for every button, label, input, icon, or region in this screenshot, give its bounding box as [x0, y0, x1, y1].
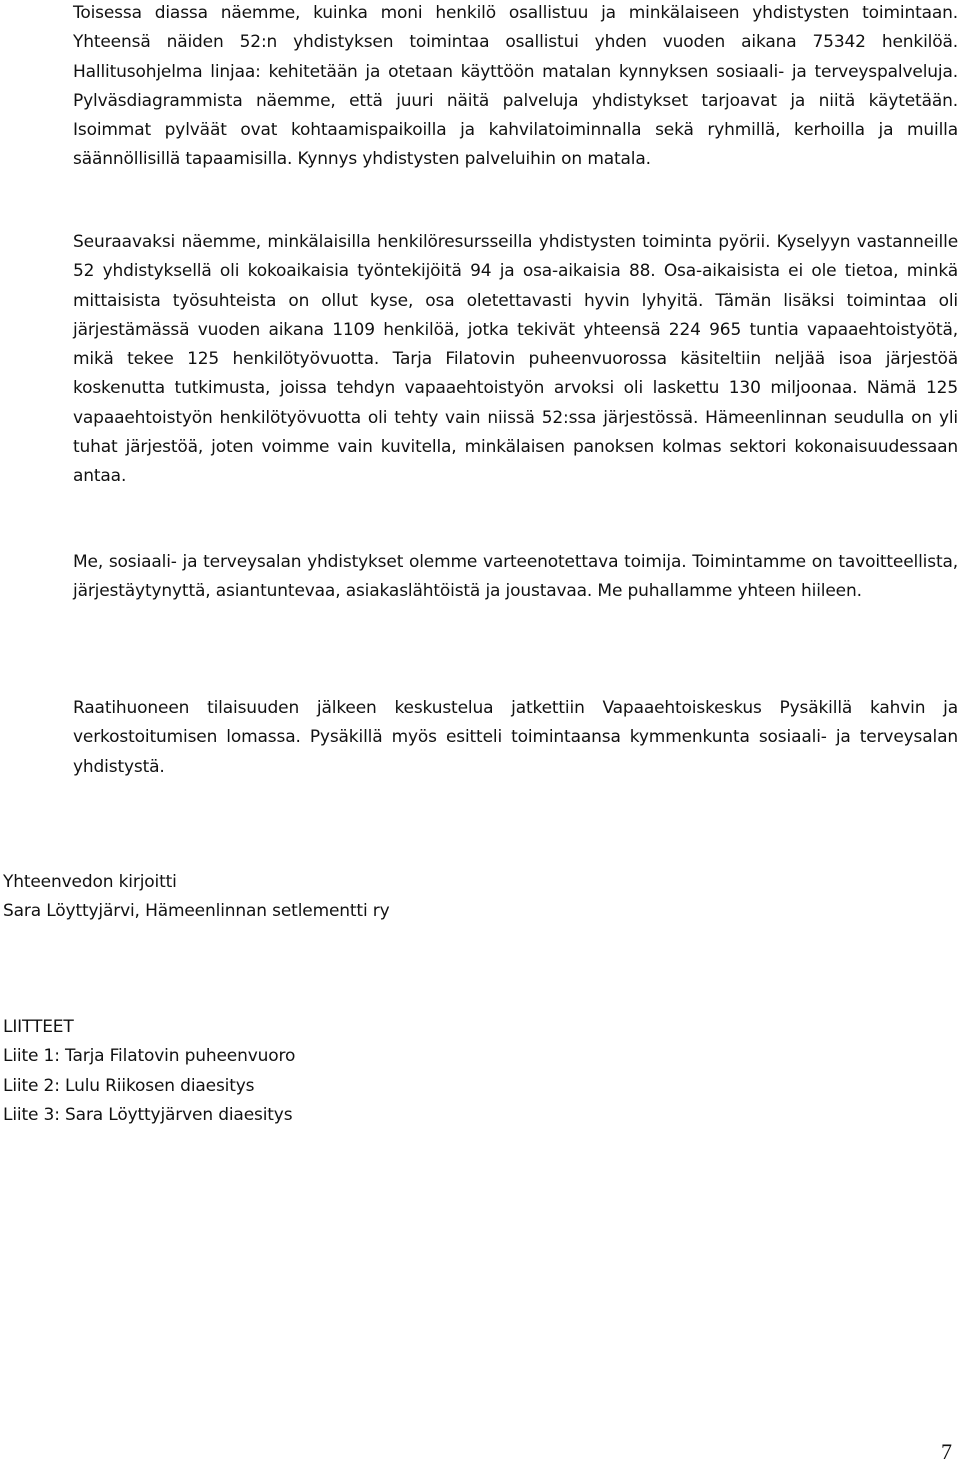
attachments-block: [3, 1013, 295, 1130]
attachment-item-3: Liite 3: Sara Löyttyjärven diaesitys: [3, 1104, 293, 1125]
author-heading: Yhteenvedon kirjoitti: [3, 872, 177, 892]
paragraph-participation-part2: Isoimmat pylväät ovat kohtaamispaikoilla ja kahvilatoiminnalla sekä ryhmillä, kerhoilla ja muilla säännöllisillä tapaamisilla. Kynnys yhdistysten palveluihin on matala.: [73, 120, 958, 170]
page-number: 7: [941, 1439, 952, 1464]
paragraph-participation: [73, 0, 958, 175]
paragraph-conclusion: Me, sosiaali- ja terveysalan yhdistykset olemme varteenotettava toimija. Toimintamme on tavoitteellista, järjestäytynyttä, asiantuntevaa, asiakaslähtöistä ja joustavaa. Me puhallamme yhteen hiileen.: [73, 552, 958, 602]
author-block: [3, 868, 390, 927]
author-name: Sara Löyttyjärvi, Hämeenlinnan setlementti ry: [3, 901, 390, 922]
attachment-item-2: Liite 2: Lulu Riikosen diaesitys: [3, 1075, 255, 1096]
paragraph-human-resources: Seuraavaksi näemme, minkälaisilla henkilöresursseilla yhdistysten toiminta pyörii. Kyselyyn vastanneille 52 yhdistyksellä oli kokoaikaisia työntekijöitä 94 ja osa-aikaisia 88. Osa-aikaisista ei ole tietoa, minkä mittaisista työsuhteista on ollut kyse, osa oletettavasti hyvin lyhyitä. Tämän lisäksi toimintaa oli järjestämässä vuoden aikana 1109 henkilöä, jotka tekivät yhteensä 224 965 tuntia vapaaehtoistyötä, mikä tekee 125 henkilötyövuotta. Tarja Filatovin puheenvuorossa käsiteltiin neljää isoa järjestöä koskenutta tutkimusta, joissa tehdyn vapaaehtoistyön arvoksi oli laskettu 130 miljoonaa. Nämä 125 vapaaehtoistyön henkilötyövuotta oli tehty vain niissä 52:ssa järjestössä. Hämeenlinnan seudulla on yli tuhat järjestöä, joten voimme vain kuvitella, minkälaisen panoksen kolmas sektori kokonaisuudessaan antaa.: [73, 232, 958, 487]
paragraph-participation-part1: Toisessa diassa näemme, kuinka moni henkilö osallistuu ja minkälaiseen yhdistysten toimintaan. Yhteensä näiden 52:n yhdistyksen toimintaa osallistui yhden vuoden aikana 75342 henkilöä. Hallitusohjelma linjaa: kehitetään ja otetaan käyttöön matalan kynnyksen sosiaali- ja terveyspalveluja. Pylväsdiagrammista näemme, että juuri näitä palveluja yhdistykset tarjoavat ja niitä käytetään.: [73, 3, 958, 111]
attachment-item-1: Liite 1: Tarja Filatovin puheenvuoro: [3, 1046, 296, 1067]
paragraph-afterwards: Raatihuoneen tilaisuuden jälkeen keskustelua jatkettiin Vapaaehtoiskeskus Pysäkillä kahvin ja verkostoitumisen lomassa. Pysäkillä myös esitteli toimintaansa kymmenkunta sosiaali- ja terveysalan yhdistystä.: [73, 698, 958, 777]
attachments-heading: LIITTEET: [3, 1017, 74, 1037]
